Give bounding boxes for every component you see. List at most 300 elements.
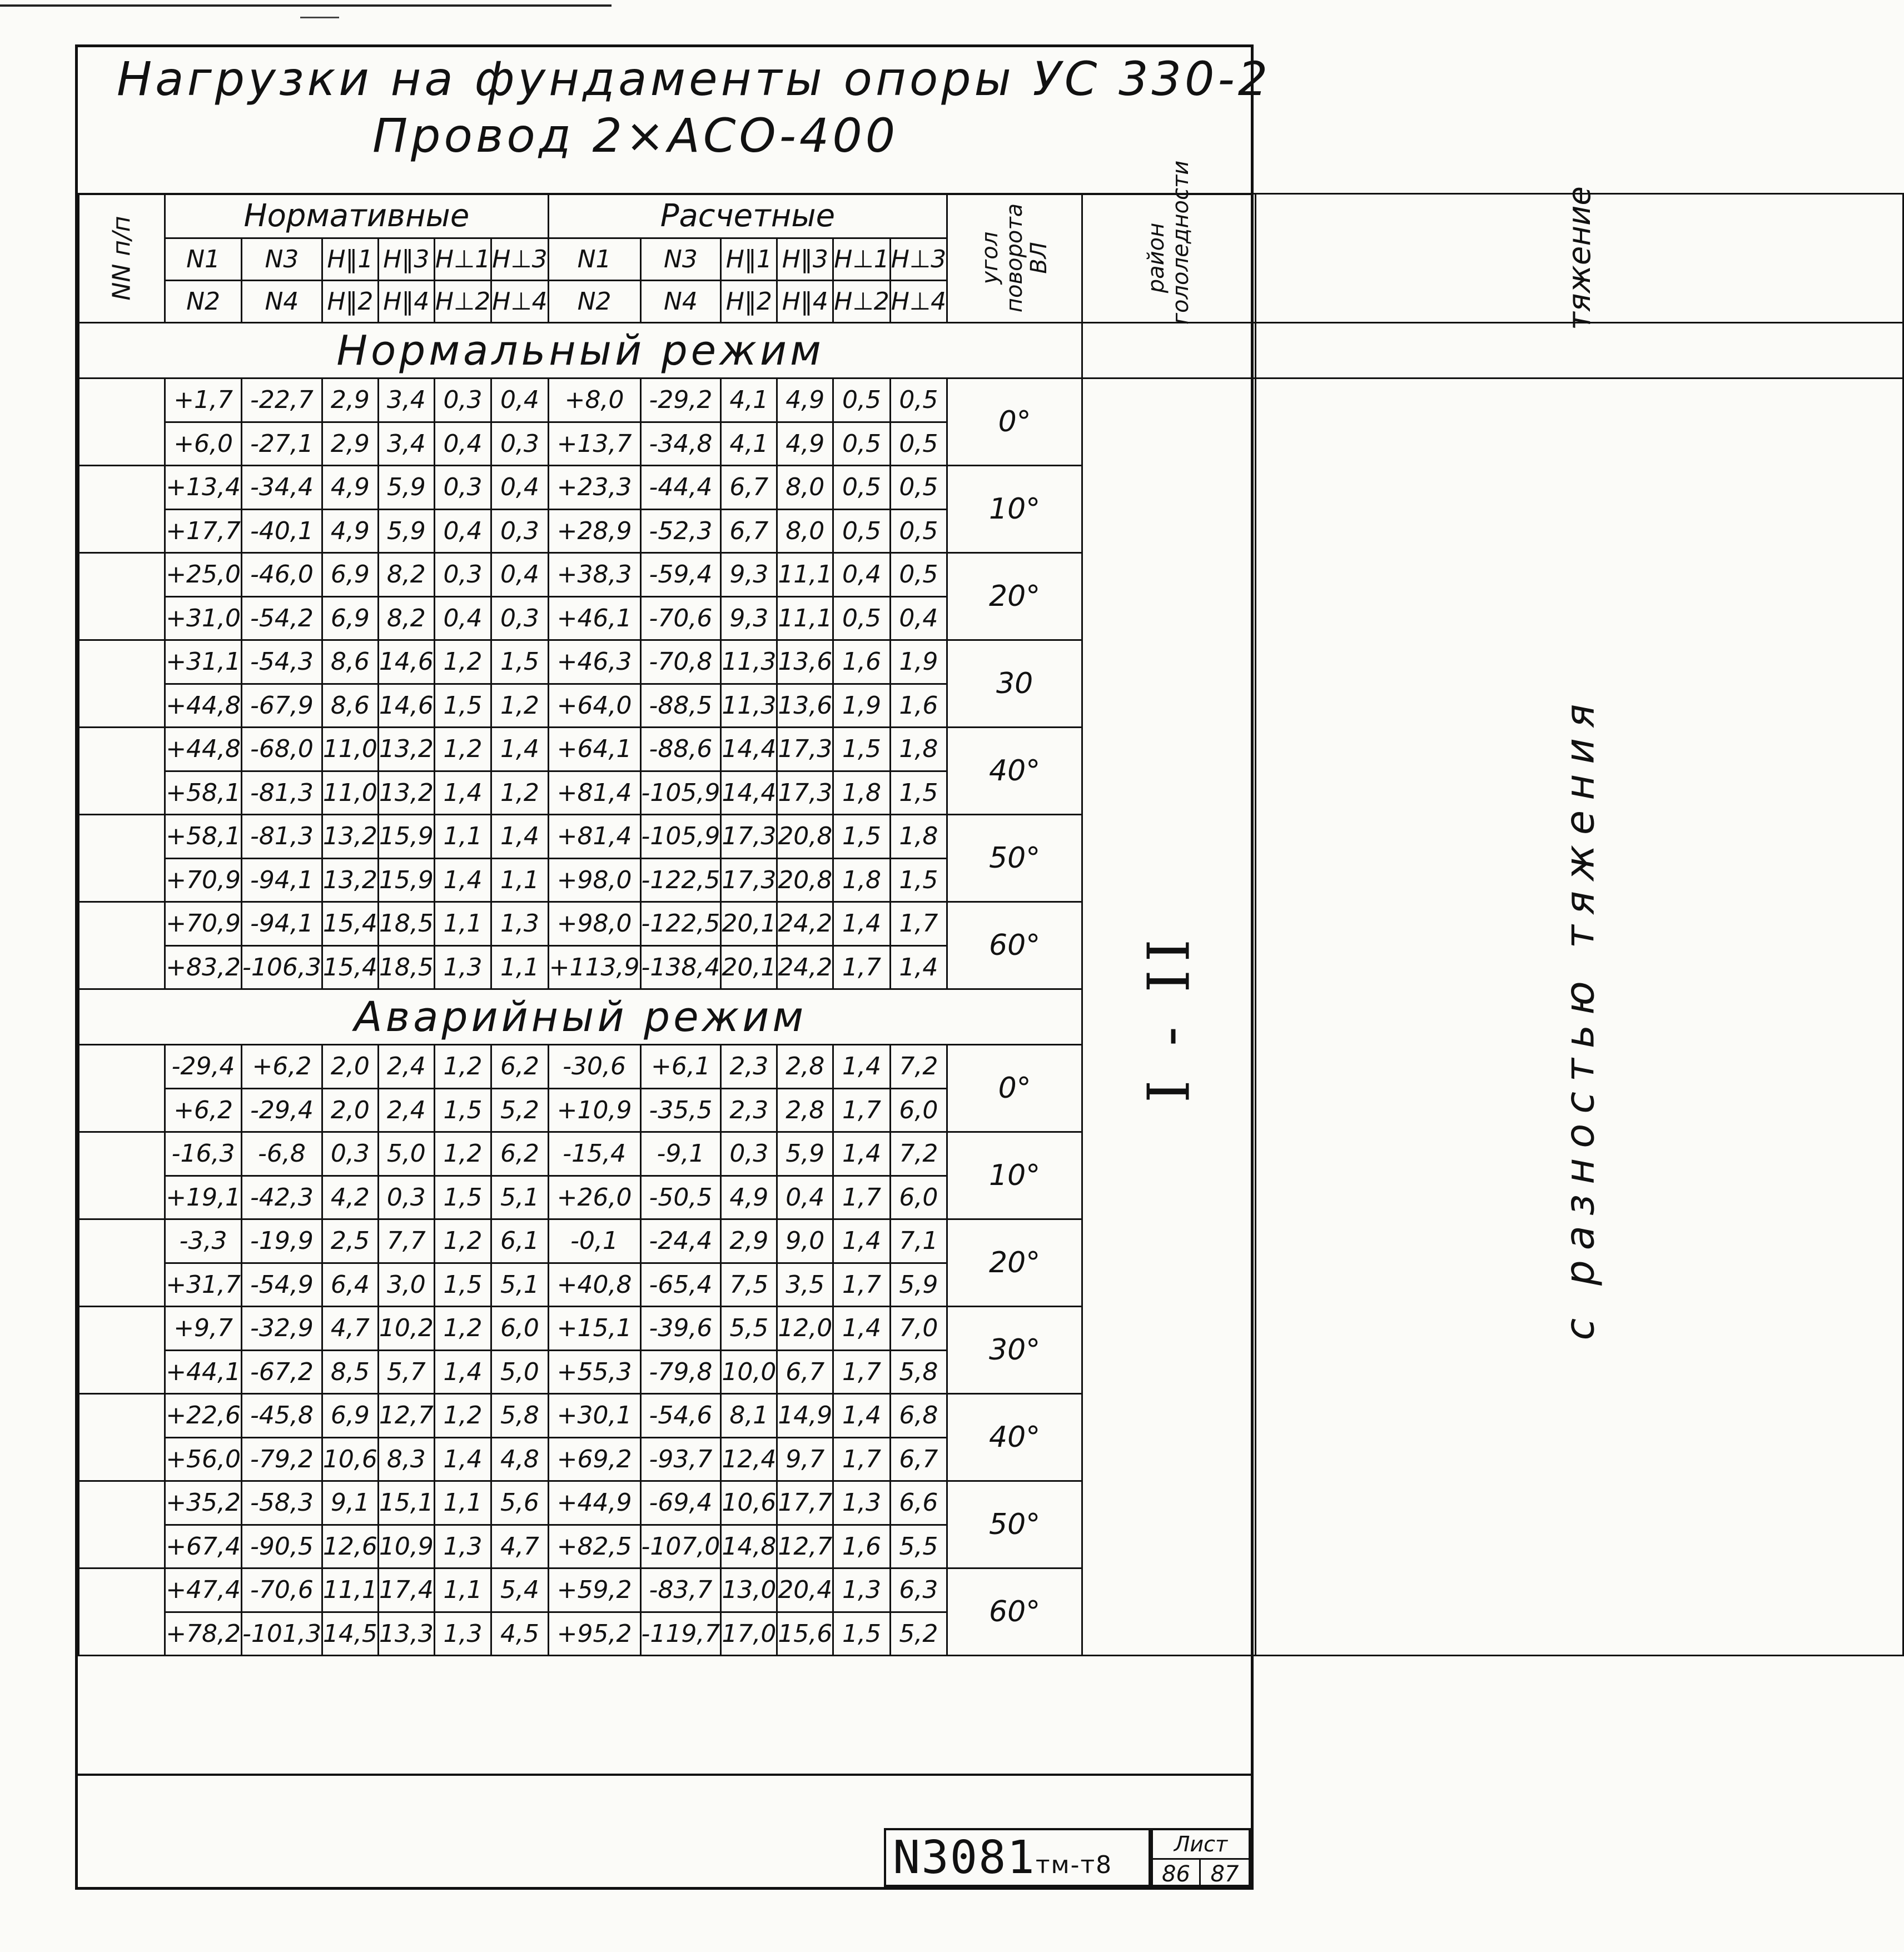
table-cell: 14,6 (378, 640, 434, 684)
table-cell: -119,7 (640, 1612, 721, 1656)
table-cell: 10,2 (378, 1307, 434, 1351)
table-cell: -65,4 (640, 1263, 721, 1307)
table-cell: -79,2 (242, 1437, 322, 1481)
table-cell: -50,5 (640, 1176, 721, 1219)
table-cell: +82,5 (548, 1525, 640, 1568)
table-cell: 0,5 (833, 379, 890, 422)
header-sub-bottom: N2 (165, 281, 242, 323)
table-cell: 1,4 (434, 1437, 491, 1481)
table-cell: 0,5 (890, 553, 947, 597)
table-cell: +31,7 (165, 1263, 242, 1307)
table-cell: 3,4 (378, 422, 434, 466)
table-cell: 2,4 (378, 1088, 434, 1132)
table-cell: 10,9 (378, 1525, 434, 1568)
table-cell: 8,0 (777, 466, 833, 510)
table-cell: -9,1 (640, 1132, 721, 1176)
table-cell: -0,1 (548, 1219, 640, 1263)
table-cell: 5,8 (491, 1394, 548, 1438)
table-cell: +13,4 (165, 466, 242, 510)
table-cell: 5,5 (721, 1307, 777, 1351)
table-cell: 6,1 (491, 1219, 548, 1263)
table-cell: 17,3 (777, 728, 833, 771)
table-cell: 1,1 (434, 1568, 491, 1612)
header-sub-bottom: H‖2 (721, 281, 777, 323)
table-cell: 1,9 (833, 684, 890, 728)
table-cell: 6,9 (322, 553, 378, 597)
table-cell: 1,4 (833, 1219, 890, 1263)
table-cell: 1,5 (434, 684, 491, 728)
ice-region-value: I - II (1135, 931, 1203, 1103)
header-tension (1255, 186, 1903, 330)
table-cell: 5,2 (890, 1612, 947, 1656)
table-cell: 1,3 (434, 1525, 491, 1568)
table-cell: 1,1 (434, 815, 491, 859)
turn-angle-value: 40° (947, 1394, 1082, 1481)
table-cell: 0,3 (491, 509, 548, 553)
table-cell: 13,2 (322, 858, 378, 902)
table-cell: +6,0 (165, 422, 242, 466)
table-cell: 10,6 (322, 1437, 378, 1481)
table-cell: 9,7 (777, 1437, 833, 1481)
table-cell: 1,5 (491, 640, 548, 684)
table-cell: -29,4 (165, 1045, 242, 1089)
table-cell: +15,1 (548, 1307, 640, 1351)
row-num (79, 379, 165, 466)
table-cell: 20,8 (777, 815, 833, 859)
table-cell: 1,4 (833, 902, 890, 946)
table-cell: 20,8 (777, 858, 833, 902)
turn-angle-value: 20° (947, 553, 1082, 640)
table-cell: +83,2 (165, 945, 242, 989)
table-cell: -107,0 (640, 1525, 721, 1568)
table-cell: -88,5 (640, 684, 721, 728)
table-cell: -35,5 (640, 1088, 721, 1132)
table-cell: 8,0 (777, 509, 833, 553)
table-cell: 0,3 (434, 553, 491, 597)
table-cell: 6,7 (721, 466, 777, 510)
table-cell: 1,4 (434, 858, 491, 902)
table-cell: 1,1 (491, 858, 548, 902)
table-cell: 13,3 (378, 1612, 434, 1656)
table-cell: +10,9 (548, 1088, 640, 1132)
row-num (79, 1307, 165, 1394)
table-cell: 1,1 (491, 945, 548, 989)
table-cell: 4,8 (491, 1437, 548, 1481)
turn-angle-value: 60° (947, 1568, 1082, 1656)
table-cell: -3,3 (165, 1219, 242, 1263)
table-cell: 10,0 (721, 1350, 777, 1394)
table-cell: -101,3 (242, 1612, 322, 1656)
table-cell: 20,1 (721, 902, 777, 946)
tension-empty (1255, 323, 1903, 379)
table-cell: +70,9 (165, 858, 242, 902)
table-cell: 5,1 (491, 1176, 548, 1219)
document-number-suffix: тм-т8 (1035, 1851, 1113, 1879)
table-cell: +28,9 (548, 509, 640, 553)
table-cell: -46,0 (242, 553, 322, 597)
table-cell: -15,4 (548, 1132, 640, 1176)
table-cell: 1,8 (833, 858, 890, 902)
table-cell: 14,5 (322, 1612, 378, 1656)
row-num (79, 553, 165, 640)
header-tension-label: тяжение (1561, 186, 1598, 330)
title-block (78, 47, 1271, 195)
row-num (79, 1394, 165, 1481)
section-title: Аварийный режим (79, 989, 1082, 1045)
table-cell: 24,2 (777, 902, 833, 946)
table-cell: 0,5 (890, 466, 947, 510)
table-cell: 1,8 (833, 771, 890, 815)
table-cell: -40,1 (242, 509, 322, 553)
scan-edge-line-short (300, 17, 339, 18)
table-cell: -81,3 (242, 771, 322, 815)
table-cell: 1,5 (833, 815, 890, 859)
table-cell: +44,8 (165, 728, 242, 771)
table-cell: 8,2 (378, 553, 434, 597)
table-cell: +44,1 (165, 1350, 242, 1394)
table-cell: -105,9 (640, 815, 721, 859)
table-cell: 5,8 (890, 1350, 947, 1394)
row-num (79, 815, 165, 902)
table-cell: 8,3 (378, 1437, 434, 1481)
sheet-number: 86 (1153, 1859, 1201, 1889)
row-num (79, 1481, 165, 1568)
table-cell: +1,7 (165, 379, 242, 422)
table-cell: 11,1 (777, 596, 833, 640)
table-cell: +58,1 (165, 815, 242, 859)
table-cell: 1,3 (434, 1612, 491, 1656)
table-cell: 1,2 (491, 684, 548, 728)
table-cell: 4,2 (322, 1176, 378, 1219)
header-sub-top: H⊥3 (491, 238, 548, 281)
table-cell: 5,9 (890, 1263, 947, 1307)
table-cell: 5,1 (491, 1263, 548, 1307)
table-cell: 0,4 (491, 553, 548, 597)
table-cell: -44,4 (640, 466, 721, 510)
table-cell: 2,8 (777, 1088, 833, 1132)
table-cell: 5,0 (491, 1350, 548, 1394)
table-cell: +113,9 (548, 945, 640, 989)
table-cell: 1,6 (833, 1525, 890, 1568)
turn-angle-value: 20° (947, 1219, 1082, 1307)
header-sub-top: H‖3 (777, 238, 833, 281)
ice-region-empty (1082, 323, 1256, 379)
table-cell: 9,3 (721, 553, 777, 597)
table-cell: 2,4 (378, 1045, 434, 1089)
table-cell: -122,5 (640, 858, 721, 902)
table-cell: -83,7 (640, 1568, 721, 1612)
table-cell: 1,4 (833, 1394, 890, 1438)
turn-angle-value: 10° (947, 1132, 1082, 1219)
table-cell: -94,1 (242, 902, 322, 946)
table-cell: +67,4 (165, 1525, 242, 1568)
table-cell: 9,3 (721, 596, 777, 640)
table-cell: 20,1 (721, 945, 777, 989)
table-cell: 0,3 (378, 1176, 434, 1219)
table-cell: 1,3 (833, 1568, 890, 1612)
row-num (79, 1219, 165, 1307)
table-cell: 7,2 (890, 1045, 947, 1089)
table-cell: -34,8 (640, 422, 721, 466)
table-cell: 4,9 (777, 422, 833, 466)
table-cell: 6,9 (322, 596, 378, 640)
table-cell: 15,4 (322, 945, 378, 989)
table-cell: 15,9 (378, 815, 434, 859)
header-sub-bottom: N2 (548, 281, 640, 323)
table-cell: 1,7 (833, 1263, 890, 1307)
table-cell: +13,7 (548, 422, 640, 466)
table-cell: 1,5 (890, 771, 947, 815)
table-cell: 0,4 (434, 422, 491, 466)
table-cell: 7,2 (890, 1132, 947, 1176)
table-cell: 17,4 (378, 1568, 434, 1612)
table-cell: -81,3 (242, 815, 322, 859)
table-cell: 15,6 (777, 1612, 833, 1656)
table-cell: -79,8 (640, 1350, 721, 1394)
table-cell: +58,1 (165, 771, 242, 815)
table-cell: 1,7 (833, 1088, 890, 1132)
header-sub-bottom: H⊥4 (890, 281, 947, 323)
table-cell: 1,9 (890, 640, 947, 684)
table-cell: +64,1 (548, 728, 640, 771)
header-sub-bottom: H‖4 (378, 281, 434, 323)
header-turn-angle (947, 194, 1082, 323)
table-cell: 1,2 (491, 771, 548, 815)
header-sub-top: N1 (548, 238, 640, 281)
table-cell: 6,7 (721, 509, 777, 553)
tension-note (1255, 379, 1903, 1656)
header-sub-top: N3 (242, 238, 322, 281)
table-cell: -54,3 (242, 640, 322, 684)
table-cell: +47,4 (165, 1568, 242, 1612)
table-cell: 3,4 (378, 379, 434, 422)
table-cell: +26,0 (548, 1176, 640, 1219)
table-cell: 0,4 (491, 466, 548, 510)
table-cell: -94,1 (242, 858, 322, 902)
table-cell: -6,8 (242, 1132, 322, 1176)
table-cell: +70,9 (165, 902, 242, 946)
table-cell: 13,2 (322, 815, 378, 859)
table-cell: 3,5 (777, 1263, 833, 1307)
table-cell: -24,4 (640, 1219, 721, 1263)
table-cell: +98,0 (548, 858, 640, 902)
table-cell: 5,6 (491, 1481, 548, 1525)
row-num (79, 1045, 165, 1132)
row-num (79, 466, 165, 553)
table-cell: 1,2 (434, 1394, 491, 1438)
table-cell: 12,6 (322, 1525, 378, 1568)
table-cell: 2,9 (322, 422, 378, 466)
table-cell: 12,4 (721, 1437, 777, 1481)
table-cell: +17,7 (165, 509, 242, 553)
table-cell: 6,3 (890, 1568, 947, 1612)
table-cell: 17,3 (721, 858, 777, 902)
table-cell: 1,2 (434, 640, 491, 684)
table-cell: 1,2 (434, 1307, 491, 1351)
table-cell: -52,3 (640, 509, 721, 553)
table-cell: 17,3 (721, 815, 777, 859)
table-cell: 14,9 (777, 1394, 833, 1438)
table-cell: -58,3 (242, 1481, 322, 1525)
table-cell: 13,2 (378, 728, 434, 771)
turn-angle-value: 0° (947, 1045, 1082, 1132)
table-cell: 6,2 (491, 1132, 548, 1176)
table-cell: 0,5 (890, 379, 947, 422)
table-cell: 12,7 (378, 1394, 434, 1438)
table-cell: 1,4 (491, 815, 548, 859)
table-cell: 20,4 (777, 1568, 833, 1612)
table-cell: 10,6 (721, 1481, 777, 1525)
header-sub-bottom: H⊥4 (491, 281, 548, 323)
table-cell: +9,7 (165, 1307, 242, 1351)
table-cell: +40,8 (548, 1263, 640, 1307)
table-cell: -88,6 (640, 728, 721, 771)
table-cell: 7,5 (721, 1263, 777, 1307)
table-cell: 1,4 (833, 1045, 890, 1089)
table-cell: +81,4 (548, 771, 640, 815)
table-cell: 5,0 (378, 1132, 434, 1176)
table-cell: -34,4 (242, 466, 322, 510)
header-sub-bottom: H⊥2 (833, 281, 890, 323)
turn-angle-value: 50° (947, 1481, 1082, 1568)
table-cell: +78,2 (165, 1612, 242, 1656)
table-cell: 4,1 (721, 379, 777, 422)
table-cell: +31,1 (165, 640, 242, 684)
header-num (79, 194, 165, 323)
table-cell: 5,4 (491, 1568, 548, 1612)
table-cell: 0,3 (491, 596, 548, 640)
table-cell: 17,0 (721, 1612, 777, 1656)
table-cell: 6,0 (890, 1176, 947, 1219)
table-cell: -54,9 (242, 1263, 322, 1307)
table-cell: 1,4 (434, 771, 491, 815)
turn-angle-value: 50° (947, 815, 1082, 902)
sheet-label: Лист (1153, 1830, 1249, 1860)
table-cell: 1,8 (890, 728, 947, 771)
tension-note-value: с разностью тяжения (1556, 694, 1603, 1340)
header-sub-bottom: H‖2 (322, 281, 378, 323)
table-cell: 0,4 (491, 379, 548, 422)
table-cell: 0,4 (777, 1176, 833, 1219)
table-cell: 5,7 (378, 1350, 434, 1394)
table-cell: 1,4 (434, 1350, 491, 1394)
header-sub-top: H⊥1 (434, 238, 491, 281)
table-cell: 5,9 (777, 1132, 833, 1176)
table-cell: 11,0 (322, 771, 378, 815)
table-cell: 2,5 (322, 1219, 378, 1263)
table-cell: 7,7 (378, 1219, 434, 1263)
table-cell: 1,7 (890, 902, 947, 946)
table-cell: +23,3 (548, 466, 640, 510)
table-cell: 1,2 (434, 1132, 491, 1176)
table-cell: 11,3 (721, 684, 777, 728)
table-cell: 0,3 (491, 422, 548, 466)
table-cell: +64,0 (548, 684, 640, 728)
table-cell: 1,5 (434, 1088, 491, 1132)
table-cell: 4,1 (721, 422, 777, 466)
table-cell: 15,9 (378, 858, 434, 902)
table-cell: 1,1 (434, 1481, 491, 1525)
table-cell: 1,4 (890, 945, 947, 989)
table-cell: -68,0 (242, 728, 322, 771)
table-cell: 0,4 (434, 596, 491, 640)
table-cell: +46,3 (548, 640, 640, 684)
table-cell: 17,7 (777, 1481, 833, 1525)
table-cell: -70,8 (640, 640, 721, 684)
table-cell: 6,6 (890, 1481, 947, 1525)
table-cell: -32,9 (242, 1307, 322, 1351)
header-turn-angle-label: угол поворота ВЛ (977, 203, 1052, 312)
table-cell: 1,5 (833, 728, 890, 771)
header-sub-top: H‖3 (378, 238, 434, 281)
table-cell: 1,1 (434, 902, 491, 946)
header-sub-top: N1 (165, 238, 242, 281)
table-cell: 14,8 (721, 1525, 777, 1568)
table-cell: 11,1 (322, 1568, 378, 1612)
table-cell: 6,8 (890, 1394, 947, 1438)
table-cell: 0,3 (434, 379, 491, 422)
table-cell: 15,1 (378, 1481, 434, 1525)
table-cell: +44,9 (548, 1481, 640, 1525)
row-num (79, 1132, 165, 1219)
table-cell: +8,0 (548, 379, 640, 422)
table-cell: 6,7 (777, 1350, 833, 1394)
table-cell: 0,5 (833, 509, 890, 553)
header-sub-top: H‖1 (322, 238, 378, 281)
table-cell: 0,3 (434, 466, 491, 510)
table-cell: 18,5 (378, 945, 434, 989)
table-cell: 4,9 (322, 509, 378, 553)
document-number (884, 1828, 1151, 1887)
sheet-total: 87 (1210, 1861, 1239, 1887)
table-cell: -54,6 (640, 1394, 721, 1438)
table-cell: +69,2 (548, 1437, 640, 1481)
header-sub-bottom: H⊥2 (434, 281, 491, 323)
table-cell: 6,2 (491, 1045, 548, 1089)
drawing-sheet (75, 44, 1603, 1890)
table-cell: -69,4 (640, 1481, 721, 1525)
turn-angle-value: 30° (947, 1307, 1082, 1394)
table-cell: -59,4 (640, 553, 721, 597)
table-cell: 4,9 (777, 379, 833, 422)
table-cell: 6,9 (322, 1394, 378, 1438)
header-sub-top: H‖1 (721, 238, 777, 281)
table-cell: 2,8 (777, 1045, 833, 1089)
table-cell: 14,4 (721, 728, 777, 771)
table-cell: -19,9 (242, 1219, 322, 1263)
title-line-1: Нагрузки на фундаменты опоры УС 330-2 (117, 52, 1271, 106)
table-cell: 9,1 (322, 1481, 378, 1525)
table-cell: 0,3 (322, 1132, 378, 1176)
table-cell: 2,0 (322, 1088, 378, 1132)
table-cell: 3,0 (378, 1263, 434, 1307)
header-num-label: NN п/п (107, 216, 136, 301)
header-sub-top: H⊥3 (890, 238, 947, 281)
header-ice-region (1082, 160, 1256, 325)
table-cell: 13,2 (378, 771, 434, 815)
table-cell: 5,2 (491, 1088, 548, 1132)
table-cell: -70,6 (242, 1568, 322, 1612)
table-cell: 5,5 (890, 1525, 947, 1568)
table-cell: 1,2 (434, 1219, 491, 1263)
table-cell: +35,2 (165, 1481, 242, 1525)
table-cell: 6,0 (491, 1307, 548, 1351)
table-cell: 8,2 (378, 596, 434, 640)
table-cell: +31,0 (165, 596, 242, 640)
table-cell: +19,1 (165, 1176, 242, 1219)
table-cell: 4,9 (322, 466, 378, 510)
table-cell: 2,9 (322, 379, 378, 422)
